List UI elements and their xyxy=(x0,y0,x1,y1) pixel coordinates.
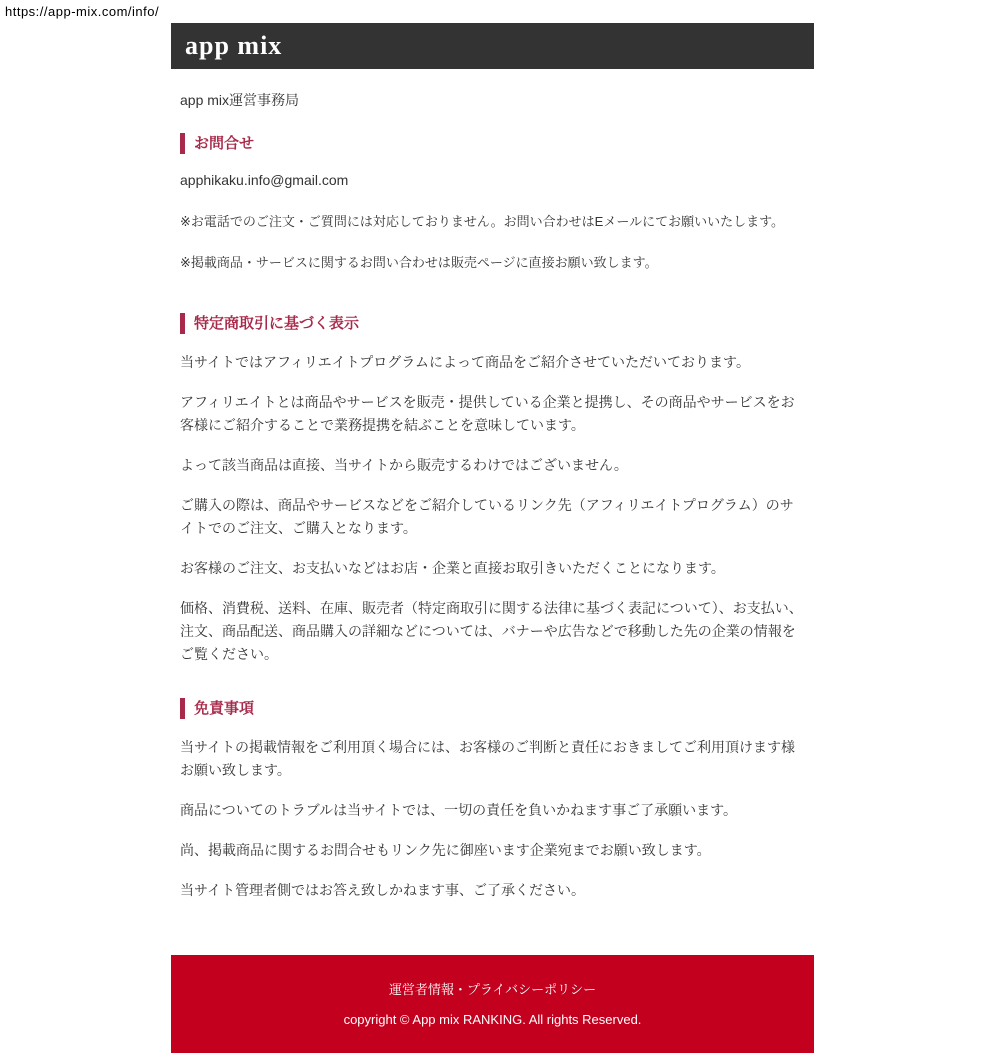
contact-note: ※掲載商品・サービスに関するお問い合わせは販売ページに直接お願い致します。 xyxy=(180,255,658,270)
paragraph: お客様のご注文、お支払いなどはお店・企業と直接お取引きいただくことになります。 xyxy=(180,560,725,576)
main-content xyxy=(171,69,814,919)
section-tokushoho xyxy=(180,313,804,666)
site-header xyxy=(171,23,814,69)
section-heading-contact: お問合せ xyxy=(180,133,804,154)
paragraph: 当サイト管理者側ではお答え致しかねます事、ご了承ください。 xyxy=(180,882,586,898)
paragraph: アフィリエイトとは商品やサービスを販売・提供している企業と提携し、その商品やサービスをお客様にご紹介することで業務提携を結ぶことを意味しています。 xyxy=(180,394,795,433)
footer-copyright: copyright © App mix RANKING. All rights Reserved. xyxy=(343,1012,642,1027)
paragraph: よって該当商品は直接、当サイトから販売するわけではございません。 xyxy=(180,457,628,473)
paragraph: 当サイトの掲載情報をご利用頂く場合には、お客様のご判断と責任におきましてご利用頂けます様お願い致します。 xyxy=(180,739,796,778)
paragraph: 尚、掲載商品に関するお問合せもリンク先に御座います企業宛までお願い致します。 xyxy=(180,842,711,858)
contact-email: apphikaku.info@gmail.com xyxy=(180,172,349,188)
paragraph: 当サイトではアフィリエイトプログラムによって商品をご紹介させていただいております。 xyxy=(180,354,750,370)
section-heading-disclaimer: 免責事項 xyxy=(180,698,804,719)
url-label: https://app-mix.com/info/ xyxy=(5,4,160,19)
footer-privacy-link[interactable]: 運営者情報・プライバシーポリシー xyxy=(388,982,597,997)
section-heading-tokushoho: 特定商取引に基づく表示 xyxy=(180,313,804,334)
intro-line: app mix運営事務局 xyxy=(180,92,300,108)
paragraph: ご購入の際は、商品やサービスなどをご紹介しているリンク先（アフィリエイトプログラム）のサイトでのご注文、ご購入となります。 xyxy=(180,497,794,536)
paragraph: 商品についてのトラブルは当サイトでは、一切の責任を負いかねます事ご了承願います。 xyxy=(180,802,738,818)
page-container xyxy=(171,23,814,1053)
paragraph: 価格、消費税、送料、在庫、販売者（特定商取引に関する法律に基づく表記について）、お支払い、注文、商品配送、商品購入の詳細などについては、バナーや広告などで移動した先の企業の情報をご覧ください。 xyxy=(180,600,803,662)
site-footer xyxy=(171,955,814,1053)
section-disclaimer xyxy=(180,698,804,902)
section-contact xyxy=(180,133,804,272)
site-logo[interactable]: app mix xyxy=(185,31,283,60)
contact-note: ※お電話でのご注文・ご質問には対応しておりません。お問い合わせはEメールにてお願いいたします。 xyxy=(180,214,785,229)
